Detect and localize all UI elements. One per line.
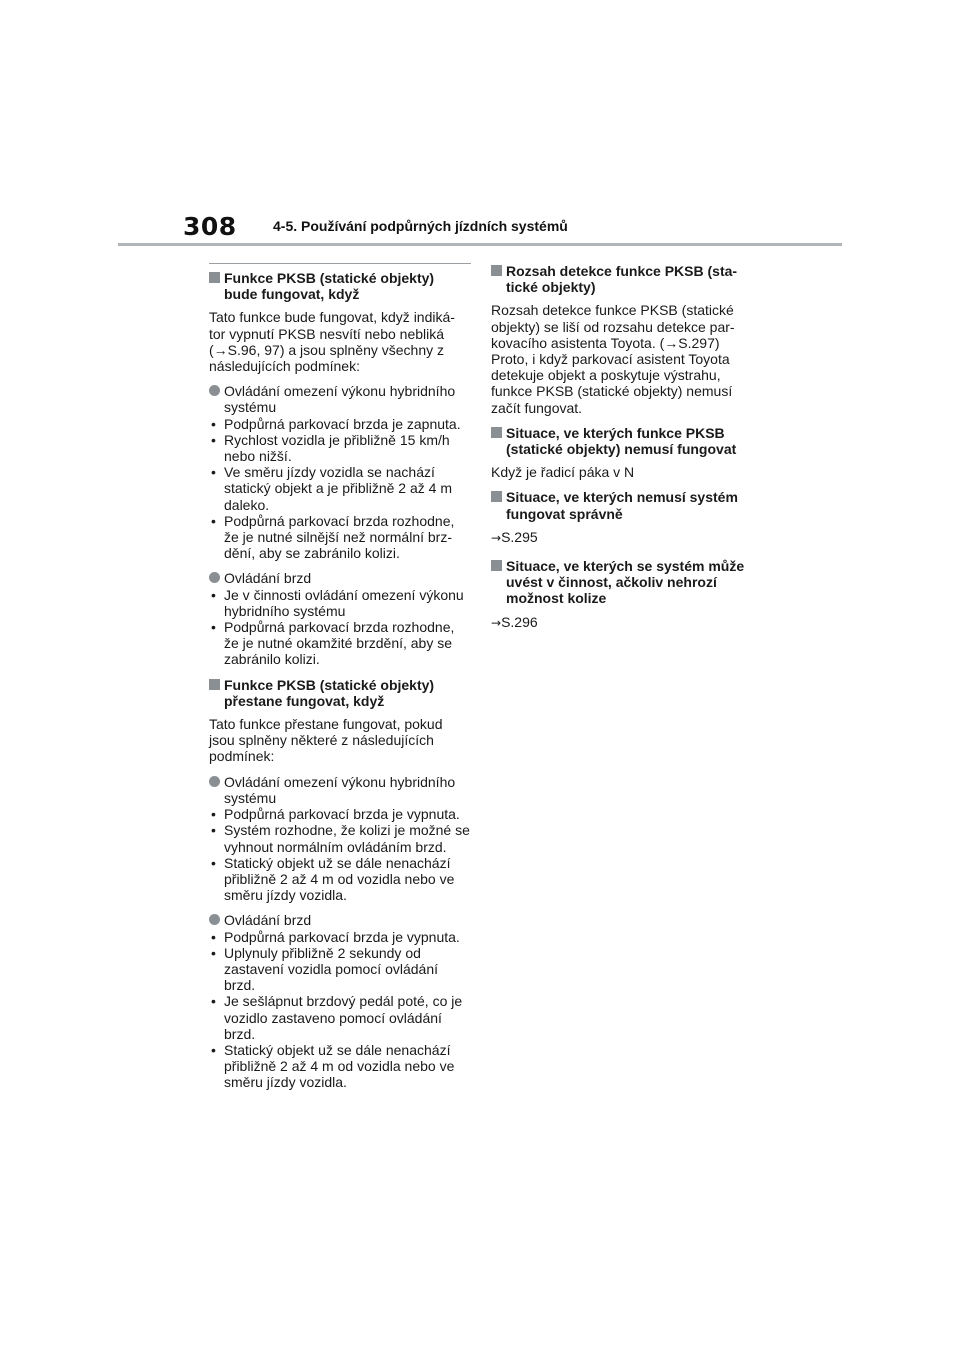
list-item: • Je sešlápnut brzdový pedál poté, co je vozidlo zastaveno pomocí ovládání brzd. — [211, 993, 463, 1042]
list-item: • Podpůrná parkovací brzda rozhodne, že je nutné silnější než normální brz-dění, aby se zabránilo kolizi. — [211, 512, 455, 562]
paragraph: Tato funkce přestane fungovat, pokud jsou splněny některé z následujících podmínek: — [209, 716, 443, 765]
list-item: • Statický objekt už se dále nenachází přibližně 2 až 4 m od vozidla nebo ve směru jízdy vozidla. — [211, 854, 455, 904]
condition-group — [209, 912, 471, 1090]
condition-title-text: Ovládání omezení výkonu hybridního systému — [224, 773, 456, 806]
page-reference[interactable] — [491, 614, 753, 631]
paragraph: Tato funkce bude fungovat, když indiká-tor vypnutí PKSB nesvítí nebo nebliká (→S.96, 97) a jsou splněny všechny z následujících podmínek: — [209, 309, 455, 375]
condition-group — [209, 570, 471, 667]
page-reference-text: S.295 — [501, 528, 538, 545]
arrow-right-icon: → — [491, 615, 502, 630]
list-item: • Podpůrná parkovací brzda je vypnuta. — [211, 928, 460, 945]
section-heading — [209, 270, 471, 302]
list-item: • Systém rozhodne, že kolizi je možné se vyhnout normálním ovládáním brzd. — [211, 822, 470, 855]
paragraph: Když je řadicí páka v N — [491, 464, 635, 481]
square-bullet-icon — [491, 560, 502, 571]
list-item: • Uplynuly přibližně 2 sekundy od zastavení vozidla pomocí ovládání brzd. — [211, 944, 439, 994]
paragraph: Rozsah detekce funkce PKSB (statické objekty) se liší od rozsahu detekce par-kovacího asistenta Toyota. (→S.297) Proto, i když parkovací asistent Toyota detekuje objekt a poskytuje výstrahu, funkce PKSB (statické objekty) nemusí začít fungovat. — [491, 302, 735, 416]
section-heading — [491, 263, 753, 295]
section-heading — [209, 677, 471, 709]
list-item: • Statický objekt už se dále nenachází přibližně 2 až 4 m od vozidla nebo ve směru jízdy vozidla. — [211, 1041, 455, 1091]
arrow-right-icon: → — [491, 530, 502, 545]
page-reference-text: S.296 — [501, 613, 538, 630]
square-bullet-icon — [491, 265, 502, 276]
section-heading-text: Situace, ve kterých se systém může uvést v činnost, ačkoliv nehrozí možnost kolize — [506, 558, 745, 607]
condition-title-text: Ovládání brzd — [224, 912, 312, 929]
condition-title — [209, 912, 471, 928]
square-bullet-icon — [209, 679, 220, 690]
section-divider — [209, 263, 471, 264]
list-item: • Rychlost vozidla je přibližně 15 km/h nebo nižší. — [211, 431, 450, 465]
condition-title — [209, 774, 471, 806]
bullet-list — [209, 929, 471, 1091]
condition-title-text: Ovládání brzd — [224, 570, 312, 587]
circle-bullet-icon — [209, 914, 220, 925]
right-column — [491, 263, 753, 643]
list-item: • Podpůrná parkovací brzda je zapnuta. — [211, 415, 461, 432]
bullet-list — [209, 416, 471, 562]
header-divider — [118, 243, 842, 246]
list-item: • Podpůrná parkovací brzda je vypnuta. — [211, 806, 460, 823]
square-bullet-icon — [491, 491, 502, 502]
circle-bullet-icon — [209, 385, 220, 396]
condition-group — [209, 774, 471, 904]
left-column — [209, 263, 471, 1100]
section-heading-text: Funkce PKSB (statické objekty) bude fungovat, když — [224, 270, 435, 303]
page-number: 308 — [183, 212, 237, 241]
list-item: • Podpůrná parkovací brzda rozhodne, že je nutné okamžité brzdění, aby se zabránilo kolizi. — [211, 619, 455, 668]
square-bullet-icon — [209, 272, 220, 283]
section-heading — [491, 558, 753, 607]
circle-bullet-icon — [209, 776, 220, 787]
section-heading-text: Situace, ve kterých nemusí systém fungovat správně — [506, 489, 738, 522]
circle-bullet-icon — [209, 572, 220, 583]
section-heading — [491, 425, 753, 457]
section-heading-text: Funkce PKSB (statické objekty) přestane fungovat, když — [224, 676, 435, 709]
bullet-list — [209, 587, 471, 668]
condition-title — [209, 383, 471, 415]
list-item: • Je v činnosti ovládání omezení výkonu hybridního systému — [211, 586, 464, 619]
condition-group — [209, 383, 471, 561]
page-reference[interactable] — [491, 529, 753, 546]
list-item: • Ve směru jízdy vozidla se nachází statický objekt a je přibližně 2 až 4 m daleko. — [211, 464, 452, 513]
section-title: 4-5. Používání podpůrných jízdních systémů — [273, 218, 568, 234]
section-heading-text: Situace, ve kterých funkce PKSB (statické objekty) nemusí fungovat — [506, 424, 737, 458]
section-heading — [491, 489, 753, 521]
square-bullet-icon — [491, 427, 502, 438]
section-heading-text: Rozsah detekce funkce PKSB (sta-tické objekty) — [506, 263, 738, 296]
condition-title-text: Ovládání omezení výkonu hybridního systému — [224, 383, 456, 416]
condition-title — [209, 570, 471, 586]
bullet-list — [209, 806, 471, 903]
